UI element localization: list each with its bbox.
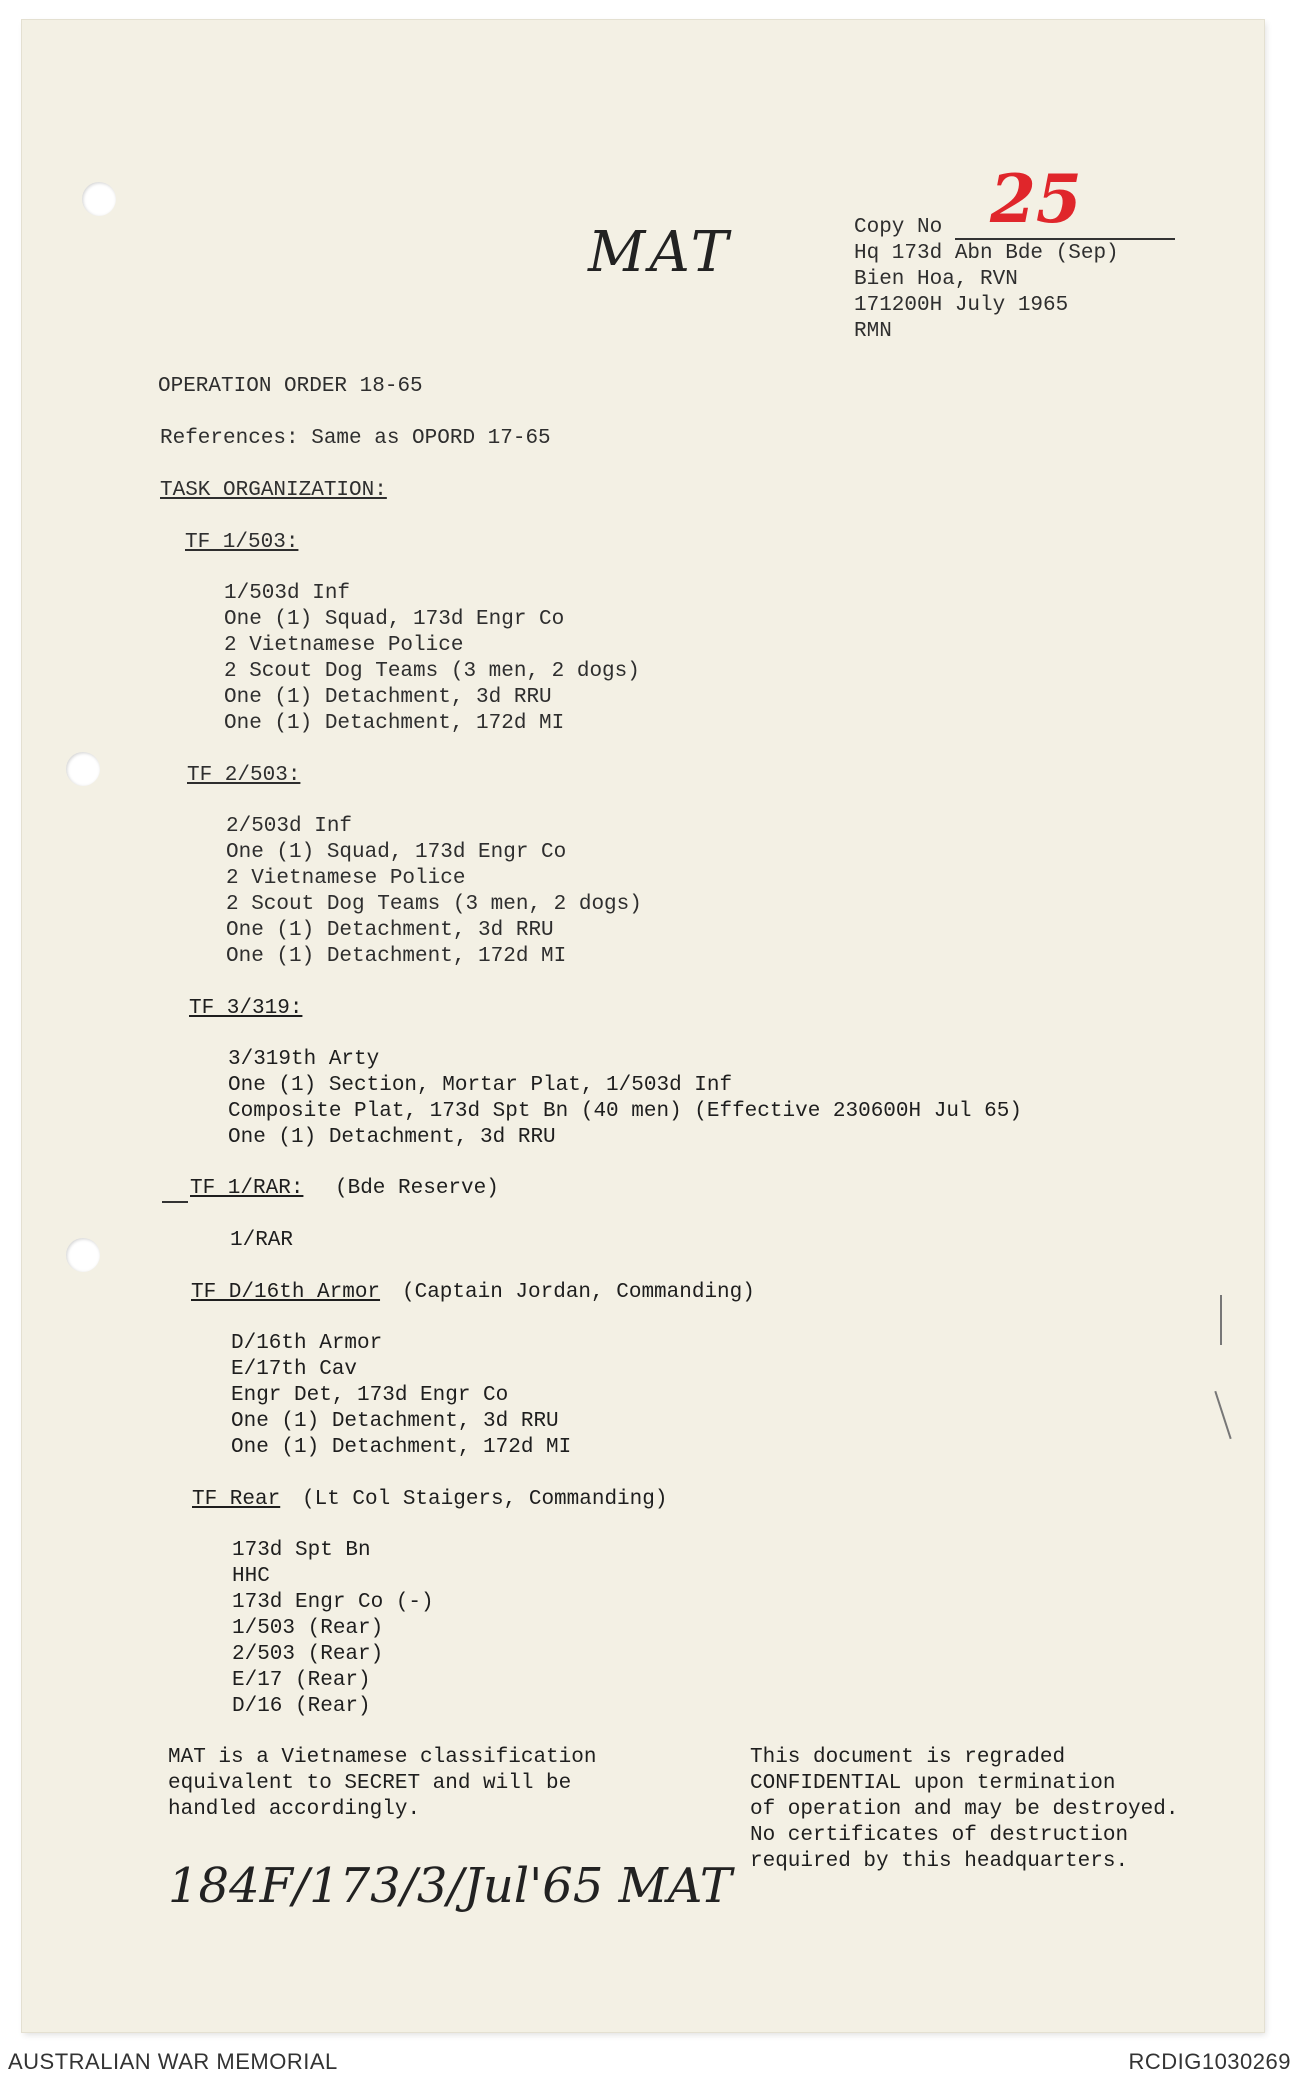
unit-line: One (1) Section, Mortar Plat, 1/503d Inf bbox=[228, 1074, 733, 1097]
handwritten-file-note: 184F/173/3/Jul'65 MAT bbox=[168, 1858, 732, 1914]
task-force-note: (Lt Col Staigers, Commanding) bbox=[302, 1488, 668, 1511]
unit-line: One (1) Detachment, 172d MI bbox=[231, 1436, 572, 1459]
header-line: 171200H July 1965 bbox=[854, 294, 1069, 317]
unit-line: 1/503d Inf bbox=[224, 582, 351, 605]
unit-line: 173d Engr Co (-) bbox=[232, 1591, 434, 1614]
task-force-heading: TF 3/319: bbox=[189, 997, 303, 1020]
classification-note-line: handled accordingly. bbox=[168, 1798, 421, 1821]
task-force-heading: TF 2/503: bbox=[187, 764, 301, 787]
regrading-note-line: This document is regraded bbox=[750, 1746, 1066, 1769]
unit-line: 2/503 (Rear) bbox=[232, 1643, 384, 1666]
unit-line: 2 Scout Dog Teams (3 men, 2 dogs) bbox=[226, 893, 642, 916]
unit-line: One (1) Squad, 173d Engr Co bbox=[226, 841, 567, 864]
copy-number-line bbox=[955, 238, 1175, 240]
footer-archive-name: AUSTRALIAN WAR MEMORIAL bbox=[8, 2049, 338, 2074]
regrading-note-line: required by this headquarters. bbox=[750, 1850, 1129, 1873]
unit-line: 2 Vietnamese Police bbox=[224, 634, 464, 657]
regrading-note-line: of operation and may be destroyed. bbox=[750, 1798, 1179, 1821]
punch-hole bbox=[66, 1238, 100, 1272]
unit-line: E/17th Cav bbox=[231, 1358, 358, 1381]
unit-line: Engr Det, 173d Engr Co bbox=[231, 1384, 509, 1407]
unit-line: D/16 (Rear) bbox=[232, 1695, 371, 1718]
unit-line: 1/503 (Rear) bbox=[232, 1617, 384, 1640]
unit-line: 173d Spt Bn bbox=[232, 1539, 371, 1562]
handwritten-copy-number: 25 bbox=[990, 160, 1082, 238]
task-force-heading: TF Rear bbox=[192, 1488, 281, 1511]
handwritten-classification: MAT bbox=[588, 220, 733, 285]
rule-mark bbox=[162, 1201, 188, 1203]
document-title: OPERATION ORDER 18-65 bbox=[158, 375, 423, 398]
unit-line: Composite Plat, 173d Spt Bn (40 men) (Effective 230600H Jul 65) bbox=[228, 1100, 1022, 1123]
copy-number-label: Copy No bbox=[854, 216, 943, 239]
edge-mark bbox=[1220, 1295, 1222, 1345]
unit-line: One (1) Detachment, 3d RRU bbox=[228, 1126, 556, 1149]
unit-line: D/16th Armor bbox=[231, 1332, 383, 1355]
task-force-note: (Bde Reserve) bbox=[335, 1177, 499, 1200]
task-force-heading: TF D/16th Armor bbox=[191, 1281, 381, 1304]
unit-line: E/17 (Rear) bbox=[232, 1669, 371, 1692]
unit-line: One (1) Detachment, 172d MI bbox=[226, 945, 567, 968]
unit-line: 2 Scout Dog Teams (3 men, 2 dogs) bbox=[224, 660, 640, 683]
edge-mark bbox=[1214, 1391, 1231, 1439]
unit-line: 1/RAR bbox=[230, 1229, 294, 1252]
classification-note-line: MAT is a Vietnamese classification bbox=[168, 1746, 597, 1769]
header-line: RMN bbox=[854, 320, 892, 343]
header-line: Bien Hoa, RVN bbox=[854, 268, 1018, 291]
task-organization-heading: TASK ORGANIZATION: bbox=[160, 479, 387, 502]
task-force-heading: TF 1/RAR: bbox=[190, 1177, 304, 1200]
unit-line: 3/319th Arty bbox=[228, 1048, 380, 1071]
classification-note-line: equivalent to SECRET and will be bbox=[168, 1772, 572, 1795]
unit-line: One (1) Detachment, 3d RRU bbox=[226, 919, 554, 942]
regrading-note-line: CONFIDENTIAL upon termination bbox=[750, 1772, 1116, 1795]
unit-line: One (1) Detachment, 3d RRU bbox=[231, 1410, 559, 1433]
punch-hole bbox=[82, 182, 116, 216]
unit-line: HHC bbox=[232, 1565, 270, 1588]
header-line: Hq 173d Abn Bde (Sep) bbox=[854, 242, 1119, 265]
unit-line: One (1) Squad, 173d Engr Co bbox=[224, 608, 565, 631]
unit-line: One (1) Detachment, 3d RRU bbox=[224, 686, 552, 709]
punch-hole bbox=[66, 752, 100, 786]
references: References: Same as OPORD 17-65 bbox=[160, 427, 551, 450]
unit-line: One (1) Detachment, 172d MI bbox=[224, 712, 565, 735]
task-force-heading: TF 1/503: bbox=[185, 531, 299, 554]
unit-line: 2/503d Inf bbox=[226, 815, 353, 838]
unit-line: 2 Vietnamese Police bbox=[226, 867, 466, 890]
task-force-note: (Captain Jordan, Commanding) bbox=[402, 1281, 755, 1304]
regrading-note-line: No certificates of destruction bbox=[750, 1824, 1129, 1847]
footer-record-id: RCDIG1030269 bbox=[1128, 2049, 1291, 2074]
document-page bbox=[22, 20, 1264, 2032]
